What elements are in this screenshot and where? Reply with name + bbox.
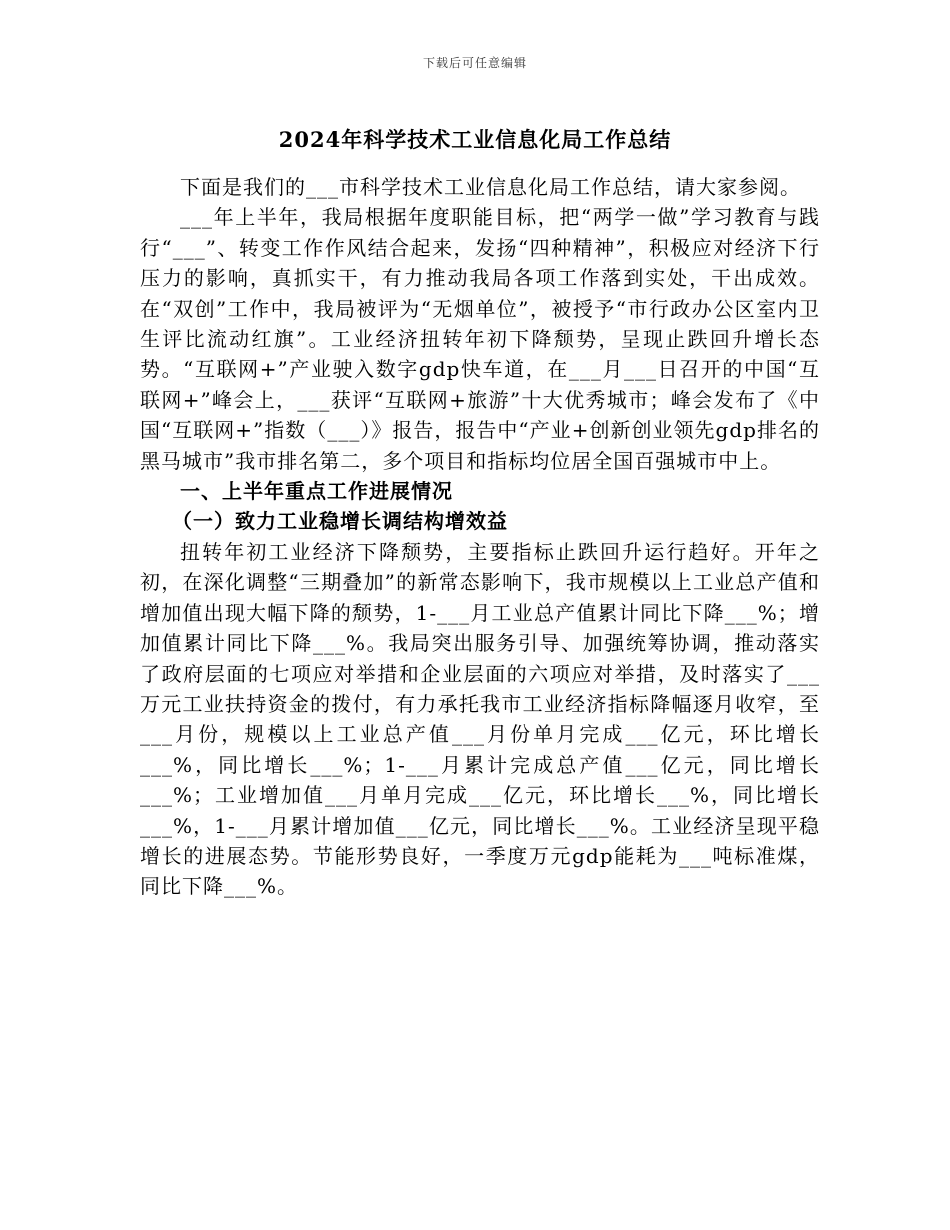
paragraph-industry: 扭转年初工业经济下降颓势，主要指标止跌回升运行趋好。开年之初，在深化调整“三期叠加”的新常态影响下，我市规模以上工业总产值和增加值出现大幅下降的颓势，1-___月工业总产值累计同比下降___%；增加值累计同比下降___%。我局突出服务引导、加强统筹协调，推动落实了政府层面的七项应对举措和企业层面的六项应对举措，及时落实了___万元工业扶持资金的拨付，有力承托我市工业经济指标降幅逐月收窄，至___月份，规模以上工业总产值___月份单月完成___亿元，环比增长___%，同比增长___%；1-___月累计完成总产值___亿元，同比增长___%；工业增加值___月单月完成___亿元，环比增长___%，同比增长___%，1-___月累计增加值___亿元，同比增长___%。工业经济呈现平稳增长的进展态势。节能形势良好，一季度万元gdp能耗为___吨标准煤，同比下降___%。 <box>140 539 820 899</box>
section-heading: 一、上半年重点工作进展情况 <box>180 479 453 504</box>
paragraph-overview: ___年上半年，我局根据年度职能目标，把“两学一做”学习教育与践行“___”、转变工作作风结合起来，发扬“四种精神”，积极应对经济下行压力的影响，真抓实干，有力推动我局各项工作落到实处，干出成效。在“双创”工作中，我局被评为“无烟单位”，被授予“市行政办公区室内卫生评比流动红旗”。工业经济扭转年初下降颓势，呈现止跌回升增长态势。“互联网+”产业驶入数字gdp快车道，在___月___日召开的中国“互联网+”峰会上，___获评“互联网+旅游”十大优秀城市；峰会发布了《中国“互联网+”指数（___）》报告，报告中“产业+创新创业领先gdp排名的黑马城市”我市排名第二，多个项目和指标均位居全国百强城市中上。 <box>140 205 820 473</box>
intro-paragraph: 下面是我们的___市科学技术工业信息化局工作总结，请大家参阅。 <box>180 175 801 199</box>
page-title: 2024年科学技术工业信息化局工作总结 <box>278 127 672 152</box>
subsection-heading: （一）致力工业稳增长调结构增效益 <box>172 509 508 534</box>
document-body <box>140 172 820 902</box>
header-note: 下载后可任意编辑 <box>422 56 527 70</box>
